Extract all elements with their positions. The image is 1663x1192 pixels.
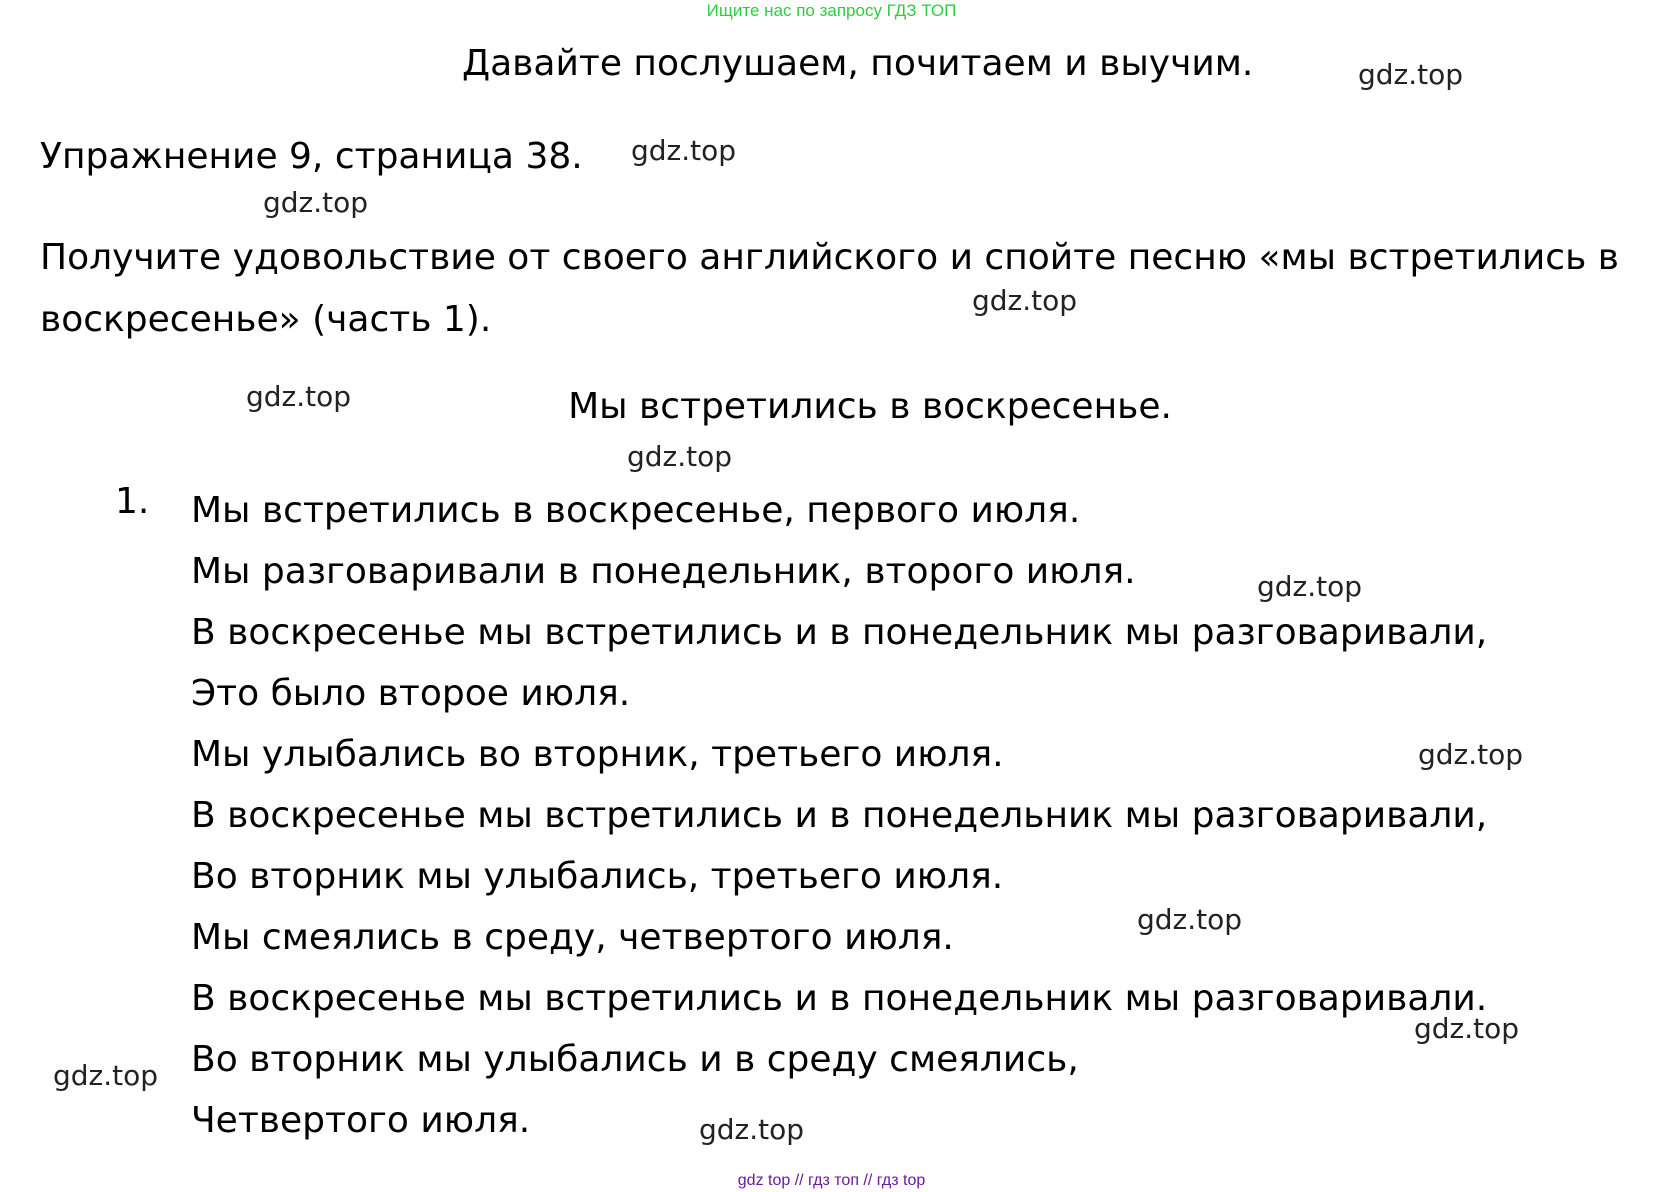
section-title: Давайте послушаем, почитаем и выучим. (462, 43, 1254, 84)
watermark: gdz.top (246, 380, 352, 413)
watermark: gdz.top (1358, 58, 1464, 91)
verse-line: Четвертого июля. (191, 1100, 531, 1141)
verse-line: В воскресенье мы встретились и в понедельник мы разговаривали, (191, 795, 1488, 836)
watermark: gdz.top (1418, 738, 1524, 771)
verse-line: Мы разговаривали в понедельник, второго июля. (191, 551, 1136, 592)
verse-line: В воскресенье мы встретились и в понедельник мы разговаривали. (191, 978, 1488, 1019)
verse-line: Мы встретились в воскресенье, первого июля. (191, 490, 1081, 531)
verse-line: Во вторник мы улыбались и в среду смеялись, (191, 1039, 1079, 1080)
watermark: gdz.top (627, 440, 733, 473)
watermark: gdz.top (699, 1113, 805, 1146)
watermark: gdz.top (263, 186, 369, 219)
search-banner: Ищите нас по запросу ГДЗ ТОП (706, 1, 957, 20)
watermark: gdz.top (1257, 570, 1363, 603)
watermark: gdz.top (1414, 1012, 1520, 1045)
watermark: gdz.top (972, 284, 1078, 317)
footer-links: gdz top // гдз топ // гдз top (737, 1172, 926, 1189)
watermark: gdz.top (631, 134, 737, 167)
verse-line: Во вторник мы улыбались, третьего июля. (191, 856, 1004, 897)
verse-number: 1. (115, 481, 150, 522)
watermark: gdz.top (1137, 903, 1243, 936)
exercise-title: Упражнение 9, страница 38. (40, 136, 583, 177)
verse-line: В воскресенье мы встретились и в понедельник мы разговаривали, (191, 612, 1488, 653)
verse-line: Это было второе июля. (191, 673, 631, 714)
song-title: Мы встретились в воскресенье. (568, 386, 1172, 427)
verse-line: Мы улыбались во вторник, третьего июля. (191, 734, 1004, 775)
exercise-instruction: Получите удовольствие от своего английского и спойте песню «мы встретились в воскресенье» (часть 1). (40, 237, 1619, 340)
watermark: gdz.top (53, 1059, 159, 1092)
verse-line: Мы смеялись в среду, четвертого июля. (191, 917, 954, 958)
